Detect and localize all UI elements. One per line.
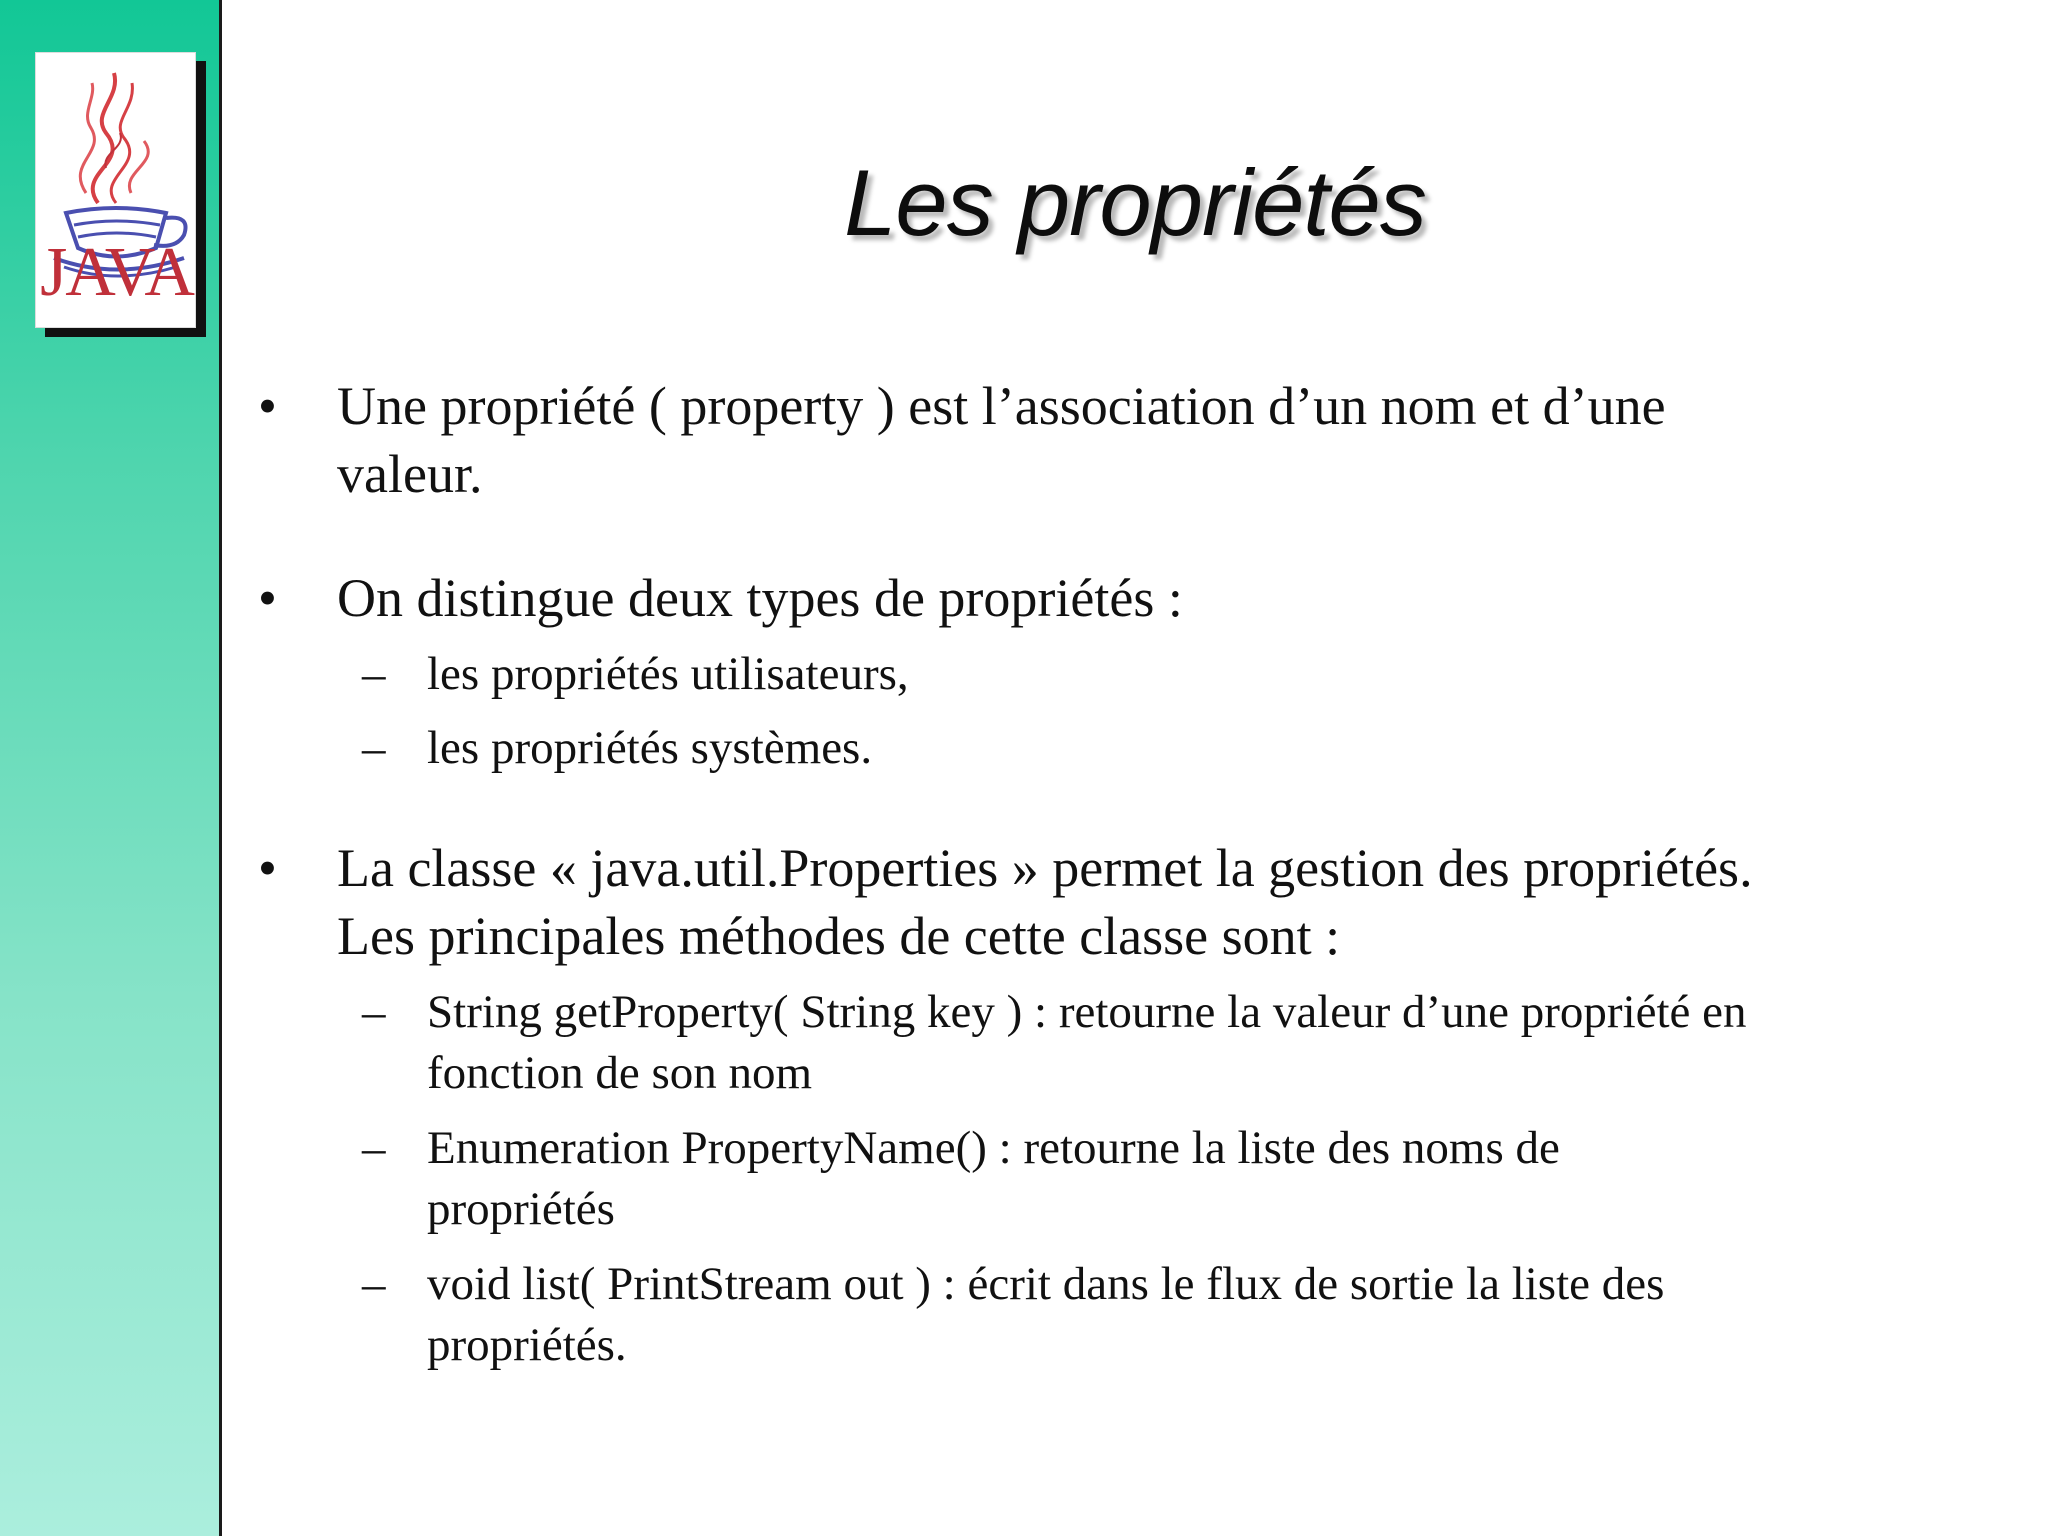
bullet-3-sub-2-line-2: propriétés	[427, 1183, 615, 1235]
bullet-1-line-1: Une propriété ( property ) est l’association d’un nom et d’une	[337, 376, 1666, 436]
subitem-marker: –	[362, 1122, 386, 1174]
java-logo-text: JAVA	[40, 234, 193, 311]
bullet-3-sub-2-line-1: Enumeration PropertyName() : retourne la liste des noms de	[427, 1122, 1560, 1174]
bullet-2-sub-2: les propriétés systèmes.	[427, 722, 873, 774]
bullet-2-line-1: On distingue deux types de propriétés :	[337, 568, 1183, 628]
bullet-3-line-1: La classe « java.util.Properties » permet la gestion des propriétés.	[337, 838, 1753, 898]
bullet-1-line-2: valeur.	[337, 444, 483, 504]
bullet-3-sub-3-line-2: propriétés.	[427, 1319, 627, 1371]
subitem-marker: –	[362, 1258, 386, 1310]
slide-title: Les propriétés	[844, 150, 1426, 255]
bullet-3-line-2: Les principales méthodes de cette classe sont :	[337, 906, 1341, 966]
subitem-marker: –	[362, 648, 386, 700]
subitem-marker: –	[362, 722, 386, 774]
bullet-2-sub-1: les propriétés utilisateurs,	[427, 648, 909, 700]
bullet-marker: •	[258, 376, 277, 436]
subitem-marker: –	[362, 986, 386, 1038]
bullet-3-sub-1-line-2: fonction de son nom	[427, 1047, 813, 1099]
bullet-marker: •	[258, 568, 277, 628]
bullet-3-sub-3-line-1: void list( PrintStream out ) : écrit dans le flux de sortie la liste des	[427, 1258, 1665, 1310]
bullet-marker: •	[258, 838, 277, 898]
bullet-3-sub-1-line-1: String getProperty( String key ) : retourne la valeur d’une propriété en	[427, 986, 1747, 1038]
